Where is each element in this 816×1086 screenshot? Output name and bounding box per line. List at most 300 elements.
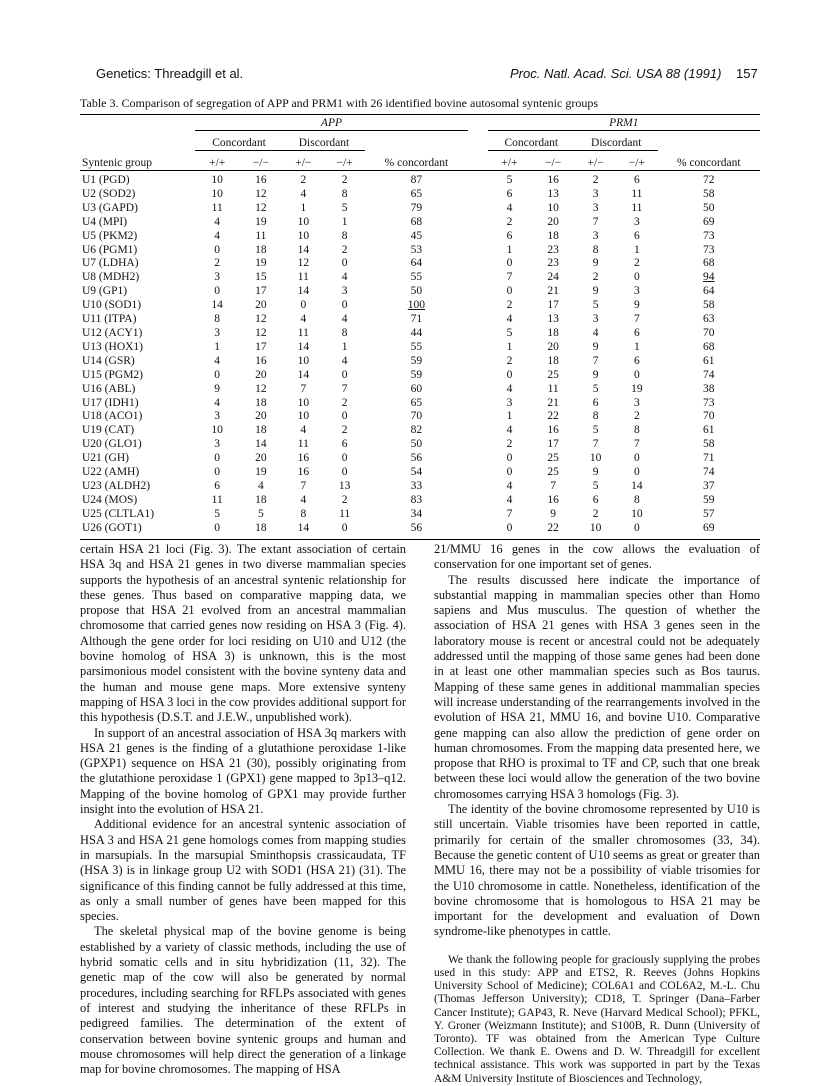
- prm1-value-cell: 4: [506, 382, 513, 395]
- prm1-value-cell: 3: [592, 201, 599, 214]
- app-value-cell: 8: [341, 187, 348, 200]
- app-value-cell: 4: [300, 424, 307, 437]
- app-value-cell: 11: [297, 438, 309, 451]
- app-value-cell: 11: [297, 326, 309, 339]
- app-value-cell: 9: [214, 382, 221, 395]
- table-row: [80, 299, 760, 313]
- app-value-cell: 4: [300, 493, 307, 506]
- prm1-value-cell: 20: [547, 215, 559, 228]
- app-value-cell: 18: [239, 522, 283, 539]
- col-header: % concordant: [658, 151, 760, 171]
- syntenic-group-cell: U10 (SOD1): [82, 299, 142, 312]
- concordant-header: Concordant: [488, 131, 575, 151]
- app-value-cell: 12: [255, 382, 267, 395]
- gene2-header: PRM1: [488, 115, 760, 131]
- app-value-cell: 16: [255, 354, 267, 367]
- app-value-cell: 11: [255, 229, 267, 242]
- prm1-value-cell: 24: [547, 271, 559, 284]
- app-value-cell: 68: [410, 215, 423, 228]
- app-value-cell: 4: [300, 313, 307, 326]
- page-number: 157: [736, 66, 758, 81]
- app-value-cell: 18: [255, 396, 267, 409]
- running-header-authors: Genetics: Threadgill et al.: [96, 66, 244, 81]
- app-value-cell: 3: [341, 285, 348, 298]
- prm1-value-cell: 6: [592, 396, 599, 409]
- app-value-cell: 4: [257, 479, 264, 492]
- prm1-value-cell: 5: [506, 326, 513, 339]
- prm1-value-cell: 0: [488, 522, 532, 539]
- prm1-value-cell: 4: [506, 201, 513, 214]
- app-value-cell: 0: [341, 368, 348, 381]
- table-row: [80, 188, 760, 202]
- prm1-value-cell: 7: [506, 271, 513, 284]
- app-value-cell: 0: [341, 452, 348, 465]
- app-value-cell: 0: [195, 522, 239, 539]
- prm1-value-cell: 2: [592, 507, 599, 520]
- app-value-cell: 79: [410, 201, 423, 214]
- app-value-cell: 2: [214, 257, 221, 270]
- prm1-value-cell: 68: [703, 340, 715, 353]
- app-value-cell: 0: [324, 522, 365, 539]
- app-value-cell: 10: [297, 354, 310, 367]
- prm1-value-cell: 2: [506, 299, 513, 312]
- prm1-value-cell: 6: [634, 326, 640, 339]
- table-row: [80, 369, 760, 383]
- syntenic-group-cell: U7 (LDHA): [82, 257, 139, 270]
- prm1-value-cell: 68: [703, 257, 715, 270]
- app-value-cell: 100: [407, 299, 426, 312]
- app-value-cell: 55: [410, 340, 423, 353]
- syntenic-group-cell: U17 (IDH1): [82, 396, 139, 409]
- prm1-value-cell: 38: [703, 382, 715, 395]
- prm1-value-cell: 0: [506, 368, 513, 381]
- app-value-cell: 20: [255, 299, 267, 312]
- prm1-value-cell: 10: [631, 507, 643, 520]
- prm1-value-cell: 17: [547, 299, 559, 312]
- app-value-cell: 14: [297, 340, 310, 353]
- prm1-value-cell: 18: [547, 354, 559, 367]
- col-header: −/+: [324, 151, 365, 171]
- app-value-cell: 33: [410, 479, 423, 492]
- table-row: [80, 466, 760, 480]
- prm1-value-cell: 71: [703, 452, 715, 465]
- app-value-cell: 16: [255, 174, 267, 186]
- prm1-value-cell: 5: [506, 174, 513, 186]
- app-value-cell: 10: [297, 229, 310, 242]
- app-value-cell: 7: [300, 382, 307, 395]
- app-value-cell: 87: [410, 174, 423, 186]
- prm1-value-cell: 0: [506, 452, 513, 465]
- app-value-cell: 2: [300, 174, 307, 186]
- prm1-value-cell: 1: [634, 243, 640, 256]
- app-value-cell: 6: [214, 479, 221, 492]
- prm1-value-cell: 16: [547, 493, 559, 506]
- table-row: [80, 244, 760, 258]
- col-header: +/−: [283, 151, 324, 171]
- app-value-cell: 11: [339, 507, 351, 520]
- app-value-cell: 4: [341, 271, 348, 284]
- table-row: [80, 230, 760, 244]
- app-value-cell: 2: [341, 493, 348, 506]
- prm1-value-cell: 16: [547, 424, 559, 437]
- syntenic-group-cell: U5 (PKM2): [82, 229, 138, 242]
- prm1-value-cell: 1: [506, 243, 513, 256]
- app-value-cell: 44: [410, 326, 423, 339]
- table-caption: Table 3. Comparison of segregation of APP and PRM1 with 26 identified bovine autosomal syntenic groups: [80, 96, 598, 110]
- syntenic-group-cell: U24 (MOS): [82, 493, 138, 506]
- app-value-cell: 1: [341, 340, 348, 353]
- prm1-value-cell: 63: [703, 313, 715, 326]
- col-header: % concordant: [365, 151, 467, 171]
- prm1-value-cell: 5: [592, 424, 599, 437]
- table-row: [80, 424, 760, 438]
- prm1-value-cell: 2: [592, 271, 599, 284]
- prm1-value-cell: 13: [547, 313, 559, 326]
- app-value-cell: 4: [341, 354, 348, 367]
- col-header: −/+: [616, 151, 657, 171]
- prm1-value-cell: 5: [592, 299, 599, 312]
- syntenic-group-cell: U23 (ALDH2): [82, 479, 151, 492]
- app-value-cell: 20: [255, 410, 267, 423]
- table-row: [80, 313, 760, 327]
- app-value-cell: 16: [297, 452, 310, 465]
- app-value-cell: 18: [255, 493, 267, 506]
- app-value-cell: 3: [214, 410, 221, 423]
- app-value-cell: 12: [255, 326, 267, 339]
- body-paragraph: certain HSA 21 loci (Fig. 3). The extant association of certain HSA 3q and HSA 21 genes in two diverse mammalian species supports the hypothesis of an ancestral syntenic relationship for these genes. Thus based on comparative mapping data, we propose that HSA 21 evolved from an ancestral mammalian chromosome that carried genes now residing on HSA 3 (Fig. 4). Although the gene order for loci residing on U10 and U12 (the bovine homolog of HSA 3) is unknown, this is the most parsimonious model consistent with the bovine synteny data and the human and mouse gene maps. More extensive synteny mapping of HSA 3 loci in the cow provides additional support for this hypothesis (D.S.T. and J.E.W., unpublished work).: [80, 542, 406, 725]
- app-value-cell: 16: [297, 466, 310, 479]
- app-value-cell: 11: [297, 271, 309, 284]
- app-value-cell: 3: [214, 326, 221, 339]
- prm1-value-cell: 4: [506, 493, 513, 506]
- prm1-value-cell: 9: [592, 368, 599, 381]
- prm1-value-cell: 6: [592, 493, 599, 506]
- app-value-cell: 60: [410, 382, 423, 395]
- app-value-cell: 2: [341, 424, 348, 437]
- syntenic-group-cell: U6 (PGM1): [82, 243, 138, 256]
- app-value-cell: 19: [255, 257, 267, 270]
- prm1-value-cell: 73: [703, 243, 715, 256]
- app-value-cell: 20: [255, 368, 267, 381]
- app-value-cell: 71: [410, 313, 423, 326]
- prm1-value-cell: 4: [506, 479, 513, 492]
- prm1-value-cell: 1: [506, 340, 513, 353]
- app-value-cell: 19: [255, 466, 267, 479]
- prm1-value-cell: 2: [592, 174, 599, 186]
- right-column: [434, 542, 760, 1086]
- app-value-cell: 0: [341, 257, 348, 270]
- app-value-cell: 8: [341, 326, 348, 339]
- prm1-value-cell: 22: [531, 522, 575, 539]
- prm1-value-cell: 9: [550, 507, 557, 520]
- syntenic-group-cell: U21 (GH): [82, 452, 129, 465]
- prm1-value-cell: 8: [634, 424, 640, 437]
- prm1-value-cell: 58: [703, 438, 715, 451]
- app-value-cell: 17: [255, 340, 267, 353]
- prm1-value-cell: 74: [703, 466, 715, 479]
- prm1-value-cell: 9: [634, 299, 640, 312]
- col-header: −/−: [531, 151, 575, 171]
- syntenic-group-cell: U14 (GSR): [82, 354, 135, 367]
- app-value-cell: 6: [341, 438, 348, 451]
- app-value-cell: 8: [214, 313, 221, 326]
- prm1-value-cell: 6: [634, 229, 640, 242]
- app-value-cell: 3: [214, 271, 221, 284]
- prm1-value-cell: 11: [631, 201, 643, 214]
- syntenic-group-cell: U8 (MDH2): [82, 271, 140, 284]
- app-value-cell: 14: [297, 243, 310, 256]
- app-value-cell: 0: [214, 466, 221, 479]
- app-value-cell: 0: [300, 299, 307, 312]
- app-value-cell: 13: [338, 479, 351, 492]
- app-value-cell: 12: [255, 201, 267, 214]
- app-value-cell: 82: [410, 424, 423, 437]
- prm1-value-cell: 0: [506, 466, 513, 479]
- segregation-table: [80, 114, 760, 540]
- prm1-value-cell: 9: [592, 285, 599, 298]
- prm1-value-cell: 25: [547, 368, 559, 381]
- table-row: [80, 355, 760, 369]
- table-row: [80, 202, 760, 216]
- app-value-cell: 45: [410, 229, 423, 242]
- prm1-value-cell: 5: [592, 479, 599, 492]
- prm1-value-cell: 73: [703, 229, 715, 242]
- app-value-cell: 12: [297, 257, 310, 270]
- syntenic-group-cell: U19 (CAT): [82, 424, 135, 437]
- prm1-value-cell: 2: [506, 438, 513, 451]
- app-value-cell: 4: [300, 187, 307, 200]
- prm1-value-cell: 9: [592, 340, 599, 353]
- table-row: [80, 410, 760, 424]
- prm1-value-cell: 72: [703, 174, 715, 186]
- prm1-value-cell: 10: [575, 522, 616, 539]
- app-value-cell: 4: [214, 354, 221, 367]
- table-row: [80, 494, 760, 508]
- body-paragraph: The results discussed here indicate the importance of substantial mapping in mammalian species other than Homo sapiens and Mus musculus. The question of whether the association of HSA 21 genes with HSA 3 genes seen in the laboratory mouse is recent or ancestral could not be adequately addressed until the mapping of those same genes had been done in at least one other mammalian species such as Bos taurus. Mapping of these same genes in additional mammalian species will increase understanding of the rearrangements involved in the evolution of HSA 21, MMU 16, and bovine U10. Comparative gene mapping can also allow the prediction of gene order on human chromosomes. From the mapping data presented here, we propose that RHO is proximal to TF and CP, such that one break between these loci would allow the generation of the two bovine chromosomes carrying HSA 3 homologs (Fig. 3).: [434, 572, 760, 801]
- col-header: −/−: [239, 151, 283, 171]
- syntenic-group-cell: U13 (HOX1): [82, 340, 144, 353]
- table-row: [80, 452, 760, 466]
- app-value-cell: 5: [257, 507, 264, 520]
- prm1-value-cell: 8: [592, 410, 599, 423]
- syntenic-group-cell: U15 (PGM2): [82, 368, 144, 381]
- prm1-value-cell: 16: [547, 174, 559, 186]
- app-value-cell: 2: [341, 396, 348, 409]
- prm1-value-cell: 58: [703, 187, 715, 200]
- prm1-value-cell: 13: [547, 187, 559, 200]
- app-value-cell: 65: [410, 187, 423, 200]
- app-value-cell: 12: [255, 313, 267, 326]
- syntenic-group-cell: U1 (PGD): [82, 174, 130, 186]
- acknowledgment: We thank the following people for graciously supplying the probes used in this study: APP and ETS2, R. Reeves (Johns Hopkins University School of Medicine); COL6A1 and COL6A2, M.-L. Chu (Thomas Jefferson University); CD18, T. Springer (Dana–Farber Cancer Institute); GAP43, R. Neve (Harvard Medical School); PFKL, Y. Groner (Weizmann Institute); and S100B, R. Dunn (University of Toronto). TF was obtained from the American Type Culture Collection. We thank E. Owens and D. W. Threadgill for excellent technical assistance. This work was supported in part by the Texas A&M University Institute of Biosciences and Technology,: [434, 953, 760, 1085]
- table-row: [80, 397, 760, 411]
- app-value-cell: 11: [211, 201, 223, 214]
- prm1-value-cell: 7: [592, 354, 599, 367]
- syntenic-group-cell: U26 (GOT1): [80, 522, 195, 539]
- table-row: [80, 438, 760, 452]
- app-value-cell: 14: [297, 368, 310, 381]
- prm1-value-cell: 23: [547, 243, 559, 256]
- table-row: [80, 216, 760, 230]
- app-value-cell: 4: [214, 396, 221, 409]
- app-value-cell: 53: [410, 243, 423, 256]
- syntenic-group-cell: U11 (ITPA): [82, 313, 137, 326]
- prm1-value-cell: 61: [703, 424, 715, 437]
- prm1-value-cell: 3: [634, 215, 640, 228]
- table-row: [80, 171, 760, 188]
- app-value-cell: 10: [211, 424, 223, 437]
- app-value-cell: 65: [410, 396, 423, 409]
- prm1-value-cell: 2: [634, 410, 640, 423]
- col-header: +/+: [488, 151, 532, 171]
- app-value-cell: 7: [300, 479, 307, 492]
- app-value-cell: 4: [214, 229, 221, 242]
- prm1-value-cell: 0: [634, 271, 640, 284]
- prm1-value-cell: 57: [703, 507, 715, 520]
- app-value-cell: 10: [297, 215, 310, 228]
- app-value-cell: 10: [211, 187, 223, 200]
- app-value-cell: 14: [297, 285, 310, 298]
- body-paragraph: The skeletal physical map of the bovine genome is being established by a variety of classic methods, including the use of hybrid somatic cells and in situ hybridization (11, 32). The genetic map of the cow will also be generated by normal procedures, including searching for RFLPs associated with genes of interest and studying the inheritance of these RFLPs in pedigreed families. The determination of the extent of conservation between bovine syntenic groups and human and mouse chromosomes will help direct the generation of a linkage map for bovine chromosomes. The mapping of HSA: [80, 924, 406, 1077]
- prm1-value-cell: 3: [592, 187, 599, 200]
- app-value-cell: 11: [211, 493, 223, 506]
- prm1-value-cell: 6: [506, 187, 513, 200]
- syntenic-group-cell: U4 (MPI): [82, 215, 128, 228]
- prm1-value-cell: 69: [703, 215, 715, 228]
- table-row: [80, 383, 760, 397]
- prm1-value-cell: 0: [506, 285, 513, 298]
- concordant-header: Concordant: [195, 131, 282, 151]
- app-value-cell: 4: [341, 313, 348, 326]
- app-value-cell: 18: [255, 243, 267, 256]
- prm1-value-cell: 7: [506, 507, 513, 520]
- prm1-value-cell: 3: [506, 396, 513, 409]
- app-value-cell: 10: [297, 410, 310, 423]
- app-value-cell: 0: [214, 368, 221, 381]
- app-value-cell: 70: [410, 410, 423, 423]
- prm1-value-cell: 9: [592, 466, 599, 479]
- prm1-value-cell: 94: [703, 271, 715, 284]
- prm1-value-cell: 1: [634, 340, 640, 353]
- prm1-value-cell: 70: [703, 410, 715, 423]
- prm1-value-cell: 4: [506, 424, 513, 437]
- body-paragraph: In support of an ancestral association of HSA 3q markers with HSA 21 genes is the finding of a glutathione peroxidase 1-like (GPXP1) sequence on HSA 21 (30), possibly originating from the glutathione peroxidase 1 (GPX1) gene mapped to 3p13–q12. Mapping of the bovine homolog of GPX1 may provide further insight into the evolution of HSA 21.: [80, 725, 406, 817]
- app-value-cell: 1: [214, 340, 221, 353]
- syntenic-group-cell: U20 (GLO1): [82, 438, 142, 451]
- prm1-value-cell: 11: [631, 187, 643, 200]
- prm1-value-cell: 74: [703, 368, 715, 381]
- prm1-value-cell: 50: [703, 201, 715, 214]
- app-value-cell: 3: [214, 438, 221, 451]
- running-header-journal: Proc. Natl. Acad. Sci. USA 88 (1991): [510, 66, 722, 81]
- syntenic-group-cell: U16 (ABL): [82, 382, 136, 395]
- app-value-cell: 12: [255, 187, 267, 200]
- prm1-value-cell: 25: [547, 452, 559, 465]
- app-value-cell: 56: [365, 522, 467, 539]
- prm1-value-cell: 7: [634, 438, 640, 451]
- discordant-header: Discordant: [283, 131, 366, 151]
- app-value-cell: 59: [410, 368, 423, 381]
- prm1-value-cell: 4: [592, 326, 599, 339]
- table-row: [80, 522, 760, 539]
- prm1-value-cell: 73: [703, 396, 715, 409]
- app-value-cell: 4: [214, 215, 221, 228]
- prm1-value-cell: 37: [703, 479, 715, 492]
- app-value-cell: 59: [410, 354, 423, 367]
- table-row: [80, 271, 760, 285]
- app-value-cell: 1: [300, 201, 307, 214]
- app-value-cell: 54: [410, 466, 423, 479]
- syntenic-group-cell: U12 (ACY1): [82, 326, 143, 339]
- app-value-cell: 8: [300, 507, 307, 520]
- table-row: [80, 480, 760, 494]
- left-column: [80, 542, 406, 1077]
- app-value-cell: 50: [410, 285, 423, 298]
- prm1-value-cell: 7: [550, 479, 557, 492]
- prm1-value-cell: 59: [703, 493, 715, 506]
- body-paragraph: 21/MMU 16 genes in the cow allows the evaluation of conservation for one important set of genes.: [434, 542, 760, 572]
- app-value-cell: 55: [410, 271, 423, 284]
- app-value-cell: 83: [410, 493, 423, 506]
- prm1-value-cell: 1: [506, 410, 513, 423]
- app-value-cell: 34: [410, 507, 423, 520]
- syntenic-group-cell: U9 (GP1): [82, 285, 128, 298]
- prm1-value-cell: 21: [547, 396, 559, 409]
- app-value-cell: 14: [283, 522, 324, 539]
- syntenic-group-cell: U25 (CLTLA1): [82, 507, 155, 520]
- prm1-value-cell: 2: [634, 257, 640, 270]
- prm1-value-cell: 2: [506, 354, 513, 367]
- prm1-value-cell: 0: [506, 257, 513, 270]
- syntenic-group-cell: U18 (ACO1): [82, 410, 143, 423]
- app-value-cell: 5: [214, 507, 221, 520]
- prm1-value-cell: 14: [631, 479, 643, 492]
- app-value-cell: 0: [341, 299, 348, 312]
- prm1-value-cell: 5: [592, 382, 599, 395]
- app-value-cell: 19: [255, 215, 267, 228]
- app-value-cell: 8: [341, 229, 348, 242]
- prm1-value-cell: 21: [547, 285, 559, 298]
- prm1-value-cell: 8: [634, 493, 640, 506]
- prm1-value-cell: 6: [634, 354, 640, 367]
- syntenic-group-cell: U22 (AMH): [82, 466, 140, 479]
- body-paragraph: Additional evidence for an ancestral syntenic association of HSA 3 and HSA 21 gene homologs comes from mapping studies in marsupials. In the marsupial Sminthopsis crassicaudata, TF (HSA 3) is in linkage group U2 with SOD1 (HSA 21) (31). The significance of this finding cannot be fully addressed at this time, as only a small number of genes have been mapped for this species.: [80, 817, 406, 924]
- syntenic-group-header: Syntenic group: [80, 151, 195, 171]
- col-header: +/+: [195, 151, 239, 171]
- prm1-value-cell: 3: [592, 313, 599, 326]
- prm1-value-cell: 18: [547, 326, 559, 339]
- prm1-value-cell: 6: [506, 229, 513, 242]
- app-value-cell: 2: [341, 243, 348, 256]
- table-row: [80, 285, 760, 299]
- app-value-cell: 14: [255, 438, 267, 451]
- prm1-value-cell: 10: [547, 201, 559, 214]
- prm1-value-cell: 69: [658, 522, 760, 539]
- app-value-cell: 2: [341, 174, 348, 186]
- app-value-cell: 15: [255, 271, 267, 284]
- app-value-cell: 0: [214, 285, 221, 298]
- prm1-value-cell: 64: [703, 285, 715, 298]
- prm1-value-cell: 18: [547, 229, 559, 242]
- app-value-cell: 5: [341, 201, 348, 214]
- prm1-value-cell: 58: [703, 299, 715, 312]
- col-header: +/−: [575, 151, 616, 171]
- prm1-value-cell: 0: [634, 452, 640, 465]
- prm1-value-cell: 6: [634, 174, 640, 186]
- prm1-value-cell: 4: [506, 313, 513, 326]
- table-row: [80, 327, 760, 341]
- prm1-value-cell: 3: [634, 285, 640, 298]
